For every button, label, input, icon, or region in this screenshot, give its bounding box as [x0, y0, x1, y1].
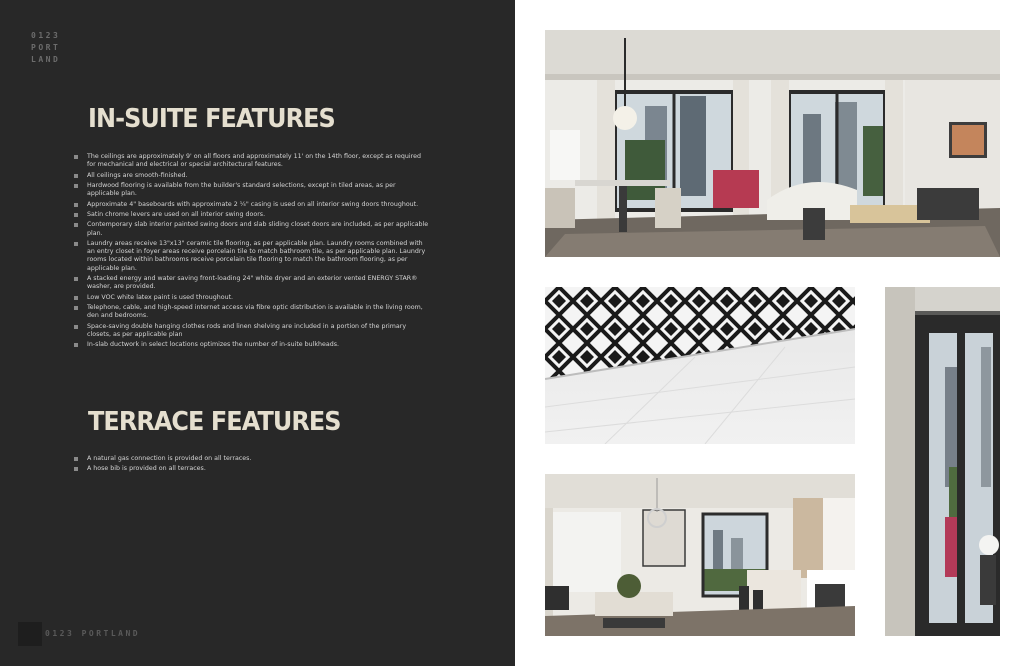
feature-item	[74, 153, 429, 169]
feature-item	[74, 294, 429, 302]
feature-text: Satin chrome levers are used on all interior swing doors.	[87, 210, 266, 218]
feature-text: Contemporary slab interior painted swing doors and slab sliding closet doors are included, as per applicable plan.	[87, 221, 429, 237]
feature-text: Space-saving double hanging clothes rods and linen shelving are included in a portion of the primary closets, as per applicable plan	[87, 322, 407, 338]
feature-item	[74, 323, 429, 339]
feature-text: All ceilings are smooth-finished.	[87, 171, 188, 179]
kitchen-living-photo	[545, 474, 855, 636]
brand-logo	[31, 30, 71, 66]
feature-item	[74, 341, 429, 349]
in-suite-features-list	[74, 153, 429, 352]
tile-flooring-photo	[545, 287, 855, 444]
feature-text: Approximate 4" baseboards with approximate 2 ¼" casing is used on all interior swing doors throughout.	[87, 200, 419, 208]
bullet-icon	[74, 242, 78, 246]
bullet-icon	[74, 184, 78, 188]
logo-line: 0123	[31, 31, 61, 40]
feature-item	[74, 221, 429, 237]
feature-text: Telephone, cable, and high-speed internet access via fibre optic distribution is available in the living room, den and bedrooms.	[87, 303, 423, 320]
terrace-features-list	[74, 455, 429, 476]
bullet-icon	[74, 203, 78, 207]
bullet-icon	[74, 457, 78, 461]
feature-item	[74, 182, 429, 198]
bullet-icon	[74, 296, 78, 300]
bullet-icon	[74, 277, 78, 281]
feature-text: Hardwood flooring is available from the builder's standard selections, except in tiled areas, as per applicable plan.	[87, 181, 396, 198]
feature-item	[74, 304, 429, 320]
logo-line: LAND	[31, 55, 61, 64]
feature-text: A hose bib is provided on all terraces.	[87, 465, 206, 473]
bullet-icon	[74, 155, 78, 159]
bullet-icon	[74, 306, 78, 310]
bullet-icon	[74, 325, 78, 329]
bullet-icon	[74, 174, 78, 178]
feature-text: A stacked energy and water saving front-loading 24" white dryer and an exterior vented ENERGY STAR® washer, are provided.	[87, 274, 418, 291]
feature-item	[74, 201, 429, 209]
feature-item	[74, 240, 429, 273]
feature-item	[74, 172, 429, 180]
bullet-icon	[74, 343, 78, 347]
dining-room-photo	[545, 30, 1000, 257]
footer-brand: 0123 PORTLAND	[45, 629, 141, 638]
terrace-features-heading: TERRACE FEATURES	[88, 407, 341, 437]
feature-text: Laundry areas receive 13"x13" ceramic tile flooring, as per applicable plan. Laundry rooms combined with an entry closet in foyer areas receive porcelain tile to match bathroom tile, as per applicable plan. Laundry rooms located within bathrooms receive porcelain tile flooring to match the bathroom flooring, as per applicable plan.	[87, 239, 426, 272]
terrace-door-photo	[885, 287, 1000, 636]
footer-tab	[18, 622, 42, 646]
feature-text: A natural gas connection is provided on all terraces.	[87, 455, 252, 462]
feature-item	[74, 465, 429, 473]
bullet-icon	[74, 467, 78, 471]
feature-item	[74, 455, 429, 463]
in-suite-features-heading: IN-SUITE FEATURES	[88, 104, 335, 134]
feature-item	[74, 275, 429, 291]
bullet-icon	[74, 223, 78, 227]
feature-text: Low VOC white latex paint is used throughout.	[87, 293, 234, 301]
bullet-icon	[74, 213, 78, 217]
feature-text: In-slab ductwork in select locations optimizes the number of in-suite bulkheads.	[87, 341, 340, 349]
feature-item	[74, 211, 429, 219]
logo-line: PORT	[31, 43, 61, 52]
feature-text: The ceilings are approximately 9' on all floors and approximately 11' on the 14th floor, except as required for mechanical and electrical or special architectural features.	[87, 153, 421, 169]
